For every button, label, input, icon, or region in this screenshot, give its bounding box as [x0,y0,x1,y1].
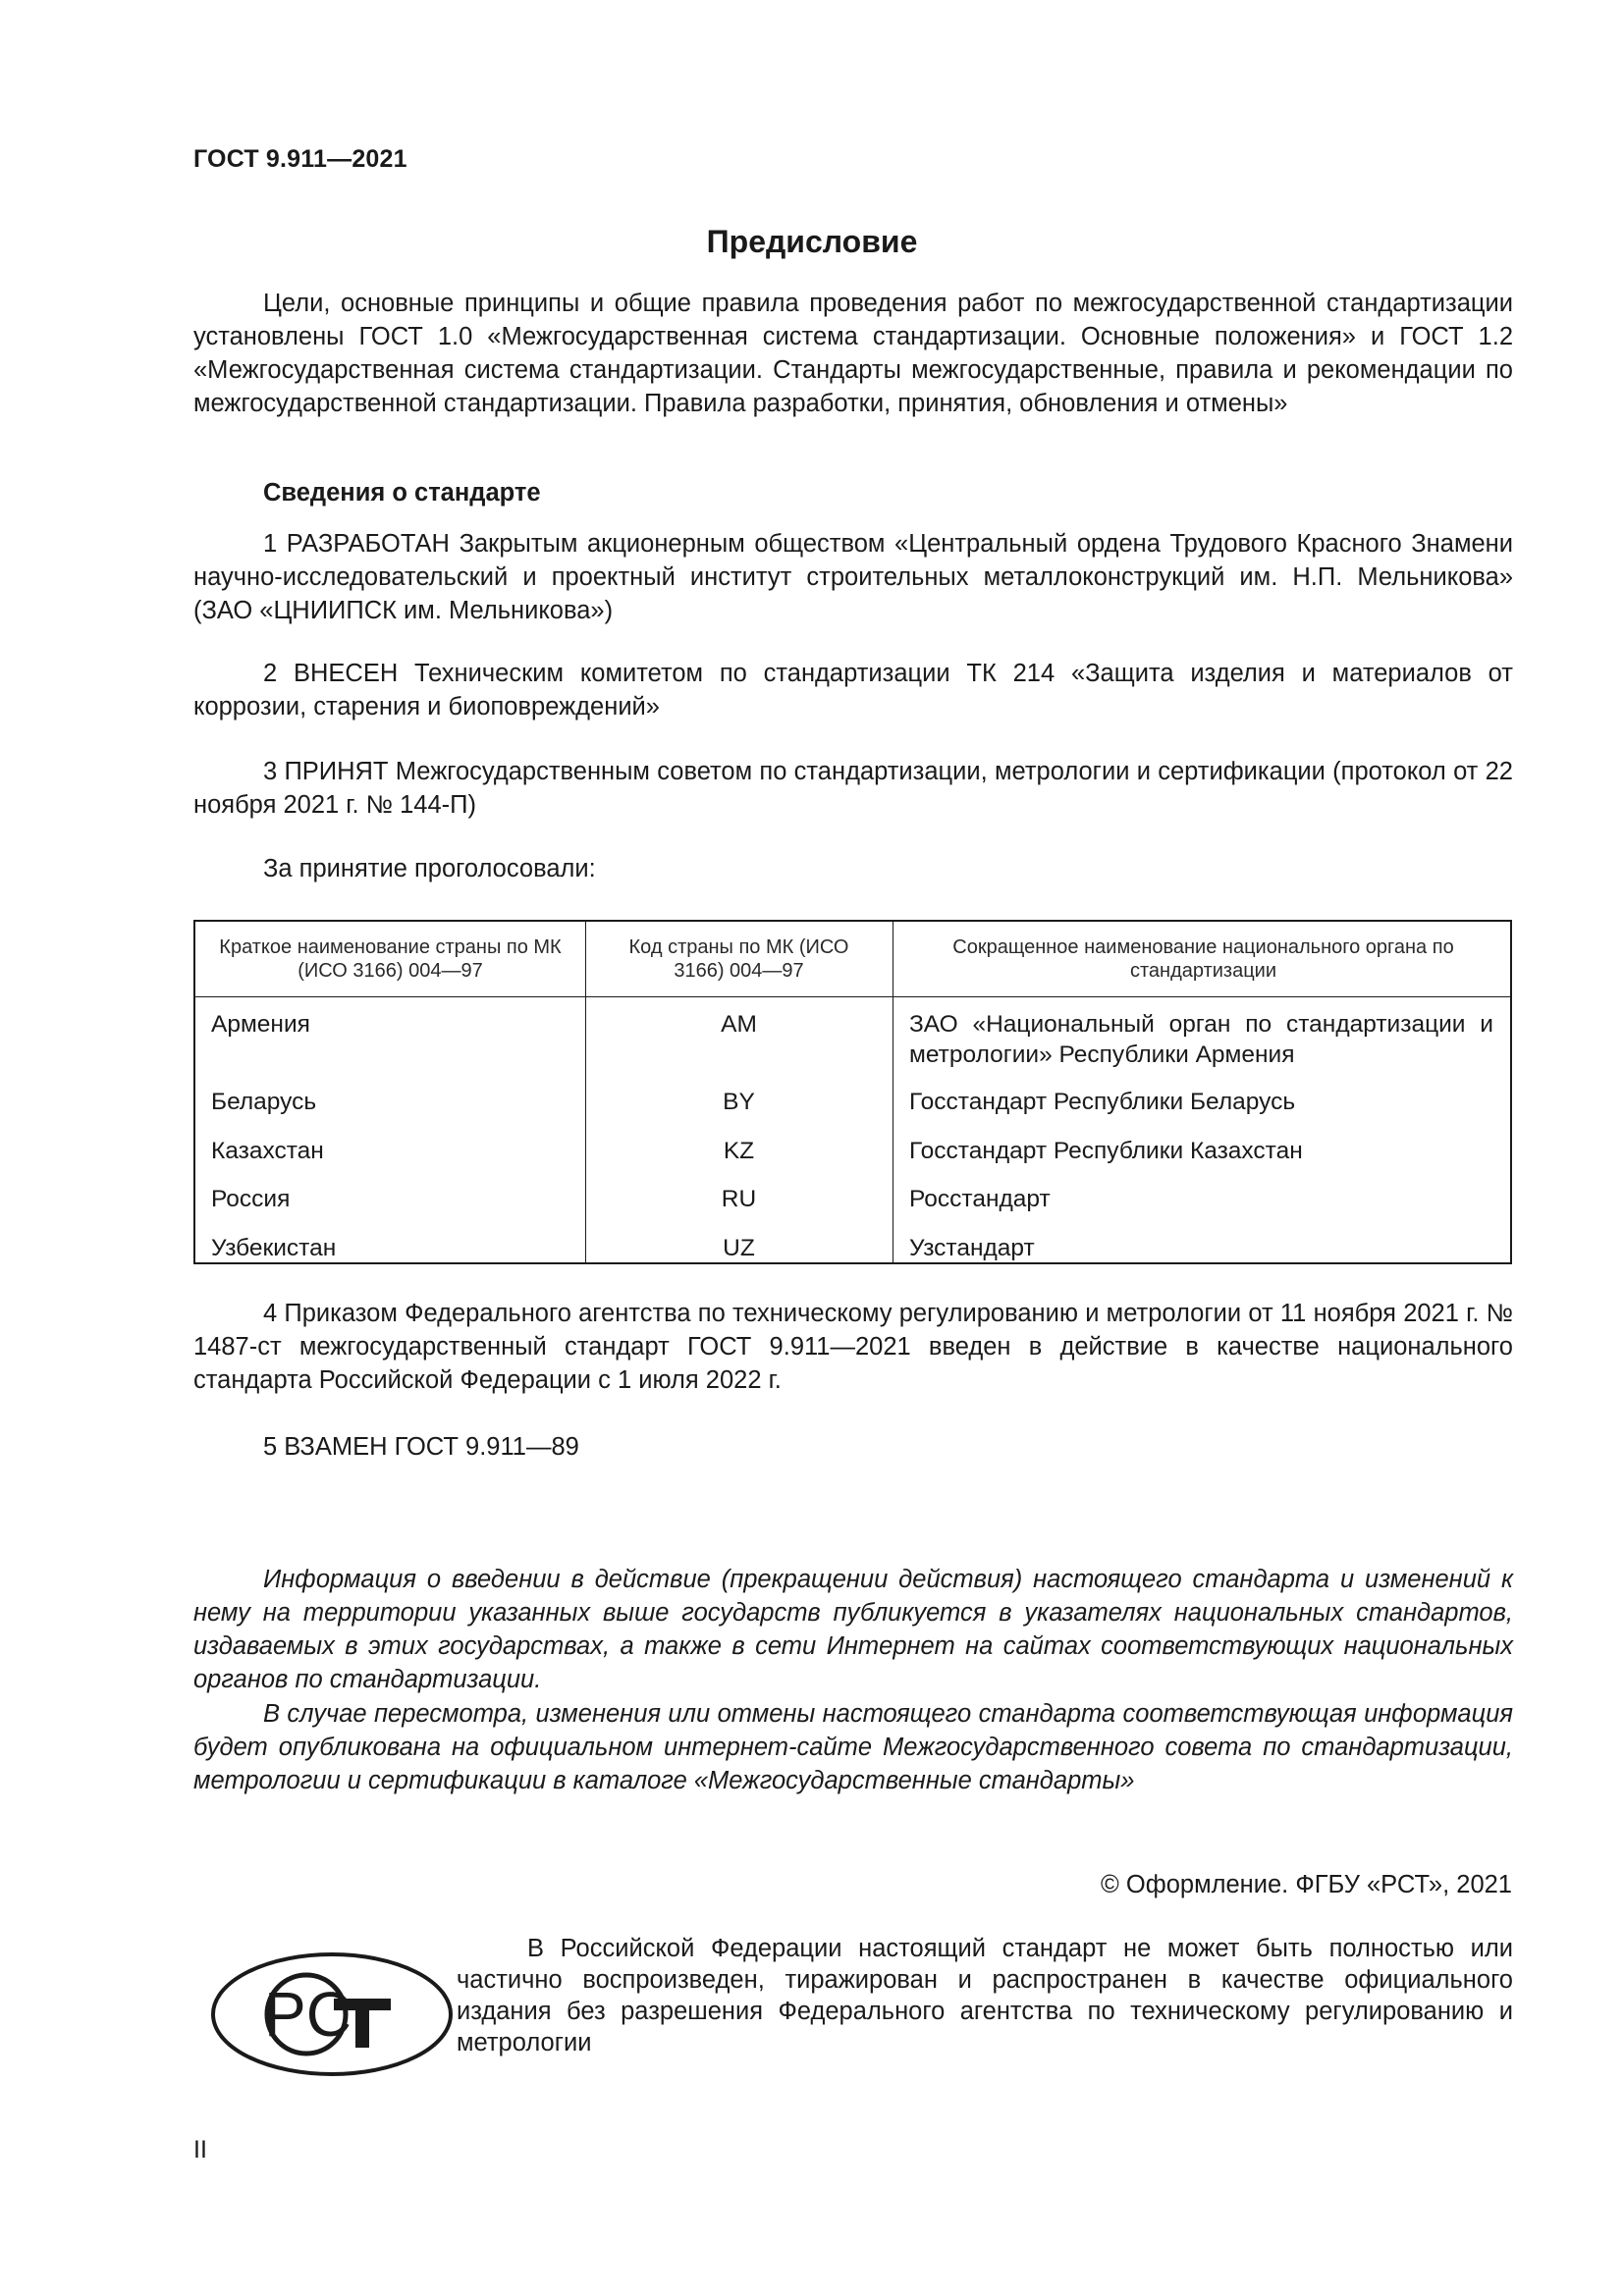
item-adopted: 3 ПРИНЯТ Межгосударственным советом по стандартизации, метрологии и сертификации (протокол от 22 ноября 2021 г. № 144-П) [193,758,1513,819]
item-enacted: 4 Приказом Федерального агентства по техническому регулированию и метрологии от 11 ноября 2021 г. № 1487-ст межгосударственный стандарт ГОСТ 9.911—2021 введен в действие в качестве национального стандарта Российской Федерации с 1 июля 2022 г. [193,1300,1513,1394]
table-cell-body: Росстандарт [909,1186,1051,1212]
table-header-body: Сокращенное наименование национального органа по стандартизации [952,936,1454,982]
copyright: © Оформление. ФГБУ «РСТ», 2021 [1101,1871,1512,1898]
table-header-code: Код страны по МК (ИСО 3166) 004—97 [628,936,849,982]
voted-label: За принятие проголосовали: [263,855,596,882]
table-cell-body: Узстандарт [909,1235,1035,1261]
item-submitted: 2 ВНЕСЕН Техническим комитетом по стандартизации ТК 214 «Защита изделия и материалов от коррозии, старения и биоповреждений» [193,660,1513,721]
table-cell-body: Госстандарт Республики Беларусь [909,1089,1296,1115]
table-cell-body: ЗАО «Национальный орган по стандартизации и метрологии» Республики Армения [909,1011,1493,1068]
table-cell-country: Россия [211,1186,291,1212]
table-cell-code: BY [723,1089,755,1115]
table-header-country: Краткое наименование страны по МК (ИСО 3166) 004—97 [219,936,562,982]
document-code: ГОСТ 9.911—2021 [193,145,407,173]
item-developed: 1 РАЗРАБОТАН Закрытым акционерным обществом «Центральный ордена Трудового Красного Знамени научно-исследовательский и проектный институт строительных металлоконструкций им. Н.П. Мельникова» (ЗАО «ЦНИИПСК им. Мельникова») [193,530,1513,624]
voting-table [193,920,1512,1264]
section-title: Сведения о стандарте [263,479,541,507]
table-cell-code: AM [721,1011,757,1038]
table-cell-country: Узбекистан [211,1235,337,1261]
table-header-divider [195,996,1510,997]
page-number: II [193,2136,207,2163]
table-cell-country: Армения [211,1011,310,1038]
table-cell-code: RU [721,1186,757,1212]
info-paragraph-2: В случае пересмотра, изменения или отмены настоящего стандарта соответствующая информация будет опубликована на официальном интернет-сайте Межгосударственного совета по стандартизации, метрологии и сертификации в каталоге «Межгосударственные стандарты» [193,1700,1513,1794]
info-paragraph-1: Информация о введении в действие (прекращении действия) настоящего стандарта и изменений к нему на территории указанных выше государств публикуется в указателях национальных стандартов, издаваемых в этих государствах, а также в сети Интернет на сайтах соответствующих национальных органов по стандартизации. [193,1566,1513,1693]
item-replaces: 5 ВЗАМЕН ГОСТ 9.911—89 [263,1433,579,1461]
table-cell-code: KZ [723,1138,755,1164]
page-title: Предисловие [706,224,918,259]
table-cell-body: Госстандарт Республики Казахстан [909,1138,1303,1164]
table-cell-country: Беларусь [211,1089,317,1115]
intro-paragraph: Цели, основные принципы и общие правила проведения работ по межгосударственной стандартизации установлены ГОСТ 1.0 «Межгосударственная система стандартизации. Основные положения» и ГОСТ 1.2 «Межгосударственная система стандартизации. Стандарты межгосударственные, правила и рекомендации по межгосударственной стандартизации. Правила разработки, принятия, обновления и отмены» [193,290,1513,417]
table-cell-code: UZ [723,1235,755,1261]
logo-letters: PC [264,1979,352,2050]
reproduction-notice: В Российской Федерации настоящий стандарт не может быть полностью или частично воспроизведен, тиражирован и распространен в качестве официального издания без разрешения Федерального агентства по техническому регулированию и метрологии [457,1935,1513,2056]
table-cell-country: Казахстан [211,1138,324,1164]
pst-certification-logo [208,1949,456,2079]
